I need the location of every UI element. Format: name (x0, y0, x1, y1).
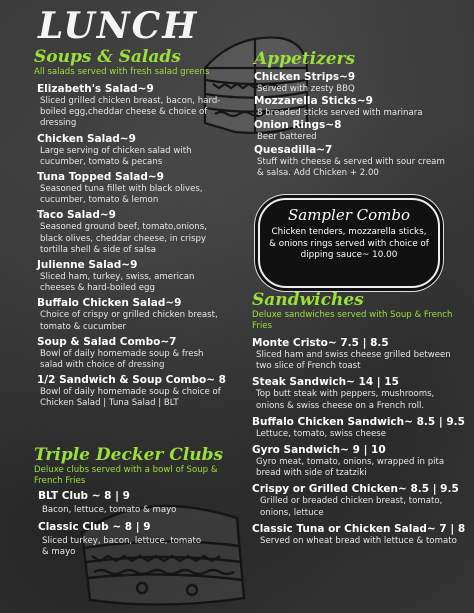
sampler-combo-box (258, 198, 440, 288)
triple-subtitle: Deluxe clubs served with a bowl of Soup & French Fries (34, 465, 218, 486)
menu-title: LUNCH (38, 5, 199, 47)
sandwiches-section (252, 290, 466, 547)
menu-item (252, 522, 466, 547)
item-name: BLT Club ~ 8 | 9 (38, 490, 130, 502)
item-desc: Bowl of daily homemade soup & fresh salad with choice of dressing (40, 348, 204, 371)
item-desc: Choice of crispy or grilled chicken breast, tomato & cucumber (40, 310, 218, 332)
item-desc: Bowl of daily homemade soup & choice of Chicken Salad | Tuna Salad | BLT (40, 387, 221, 409)
sampler-desc: Chicken tenders, mozzarella sticks, & onions rings served with choice of dipping sauce~ 10.00 (269, 227, 429, 260)
section-title-sandwiches: Sandwiches (252, 290, 364, 310)
sampler-title: Sampler Combo (287, 206, 411, 224)
menu-item (252, 415, 465, 440)
item-desc: Sliced turkey, bacon, lettuce, tomato & mayo (42, 536, 202, 558)
menu-item (37, 171, 225, 206)
item-name: Taco Salad~9 (37, 209, 116, 222)
menu-item (252, 483, 457, 518)
menu-item (34, 490, 224, 516)
item-name: 1/2 Sandwich & Soup Combo~ 8 (37, 374, 226, 387)
section-title-soups-salads: Soups & Salads (34, 47, 181, 67)
menu-item (254, 71, 454, 95)
menu-item (252, 444, 457, 479)
soups-salads-section (34, 47, 234, 78)
appetizers-section (254, 49, 454, 179)
menu-item (37, 259, 225, 294)
section-title-triple-decker: Triple Decker Clubs (34, 445, 224, 465)
item-desc: Grilled or breaded chicken breast, tomato, onions, lettuce (260, 496, 443, 518)
menu-item (254, 144, 454, 179)
menu-item (37, 374, 225, 409)
menu-item (254, 95, 454, 119)
menu-item (252, 337, 457, 372)
item-name: Monte Cristo~ 7.5 | 8.5 (252, 337, 389, 349)
menu-item (37, 209, 225, 256)
item-desc: Sliced ham, turkey, swiss, american cheeses & hard-boiled egg (40, 272, 195, 294)
soups-subtitle: All salads served with fresh salad greens (34, 67, 210, 77)
item-name: Onion Rings~8 (254, 119, 342, 132)
item-name: Buffalo Chicken Salad~9 (37, 297, 182, 310)
triple-decker-section (34, 445, 224, 559)
menu-item (37, 83, 225, 130)
item-desc: Seasoned tuna fillet with black olives, cucumber, tomato & lemon (40, 184, 203, 206)
item-desc: Large serving of chicken salad with cucumber, tomato & pecans (40, 145, 192, 167)
menu-item (252, 376, 457, 411)
item-name: Quesadilla~7 (254, 143, 333, 156)
menu-item (254, 119, 454, 143)
item-name: Julienne Salad~9 (37, 259, 138, 272)
menu-item (37, 297, 225, 332)
item-name: Buffalo Chicken Sandwich~ 8.5 | 9.5 (252, 415, 465, 428)
item-desc: Seasoned ground beef, tomato,onions, black olives, cheddar cheese, in crispy tortilla shell & side of salsa (40, 222, 207, 255)
item-desc: Sliced grilled chicken breast, bacon, hard-boiled egg,cheddar cheese & choice of dressing (40, 96, 221, 129)
item-name: Steak Sandwich~ 14 | 15 (252, 376, 399, 389)
item-name: Elizabeth's Salad~9 (37, 83, 154, 95)
item-name: Chicken Strips~9 (254, 71, 356, 83)
item-name: Tuna Topped Salad~9 (37, 171, 164, 184)
menu-item (37, 133, 225, 168)
item-name: Classic Club ~ 8 | 9 (38, 521, 151, 534)
menu-item (37, 336, 225, 371)
item-desc: Beer battered (257, 132, 317, 143)
sandwiches-subtitle: Deluxe sandwiches served with Soup & French Fries (252, 310, 453, 331)
item-desc: Gyro meat, tomato, onions, wrapped in pita bread with side of tzatziki (256, 457, 445, 479)
item-desc: Lettuce, tomato, swiss cheese (256, 428, 387, 439)
item-desc: Served on wheat bread with lettuce & tomato (260, 535, 457, 546)
item-desc: Sliced ham and swiss cheese grilled between two slice of French toast (256, 350, 451, 372)
soups-items (37, 83, 225, 413)
item-desc: Top butt steak with peppers, mushrooms, onions & swiss cheese on a French roll. (256, 389, 435, 411)
item-name: Soup & Salad Combo~7 (37, 335, 177, 348)
item-name: Mozzarella Sticks~9 (254, 95, 373, 108)
item-name: Crispy or Grilled Chicken~ 8.5 | 9.5 (252, 483, 459, 496)
item-name: Gyro Sandwich~ 9 | 10 (252, 444, 386, 457)
item-desc: 8 breaded sticks served with marinara (257, 108, 423, 119)
item-desc: Bacon, lettuce, tomato & mayo (42, 505, 177, 515)
section-title-appetizers: Appetizers (254, 49, 356, 69)
item-name: Chicken Salad~9 (37, 132, 136, 145)
menu-item (34, 521, 224, 558)
item-name: Classic Tuna or Chicken Salad~ 7 | 8 (252, 522, 466, 535)
item-desc: Served with zesty BBQ (257, 84, 355, 94)
item-desc: Stuff with cheese & served with sour cream & salsa. Add Chicken + 2.00 (257, 156, 445, 178)
